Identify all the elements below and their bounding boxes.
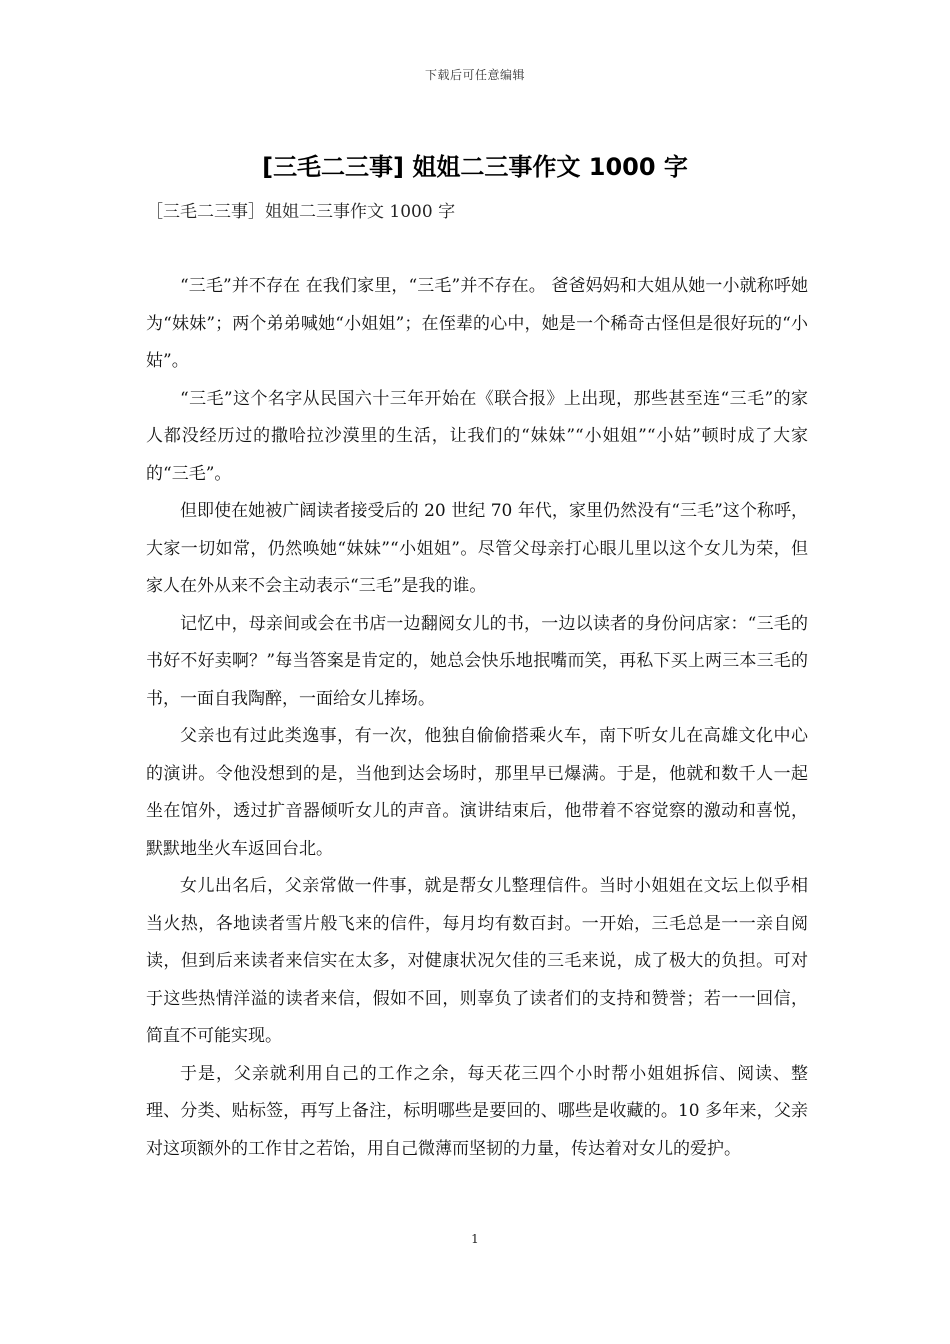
paragraph: 父亲也有过此类逸事，有一次，他独自偷偷搭乘火车，南下听女儿在高雄文化中心的演讲。令他没想到的是，当他到达会场时，那里早已爆满。于是，他就和数千人一起坐在馆外，透过扩音器倾听女儿的声音。演讲结束后，他带着不容觉察的激动和喜悦，默默地坐火车返回台北。	[146, 726, 808, 859]
paragraph: 但即使在她被广阔读者接受后的 20 世纪 70 年代，家里仍然没有“三毛”这个称呼，大家一切如常，仍然唤她“妹妹”“小姐姐”。尽管父母亲打心眼儿里以这个女儿为荣，但家人在外从来不会主动表示“三毛”是我的谁。	[146, 501, 808, 596]
paragraph: “三毛”并不存在 在我们家里，“三毛”并不存在。 爸爸妈妈和大姐从她一小就称呼她为“妹妹”；两个弟弟喊她“小姐姐”；在侄辈的心中，她是一个稀奇古怪但是很好玩的“小姑”。	[146, 276, 808, 371]
article-body	[146, 268, 808, 1168]
header-note: 下载后可任意编辑	[424, 68, 525, 82]
page-number: 1	[471, 1232, 479, 1246]
document-subtitle: ［三毛二三事］姐姐二三事作文 1000 字	[146, 202, 456, 222]
paragraph: 于是，父亲就利用自己的工作之余，每天花三四个小时帮小姐姐拆信、阅读、整理、分类、贴标签，再写上备注，标明哪些是要回的、哪些是收藏的。10 多年来，父亲对这项额外的工作甘之若饴，用自己微薄而坚韧的力量，传达着对女儿的爱护。	[146, 1063, 808, 1159]
document-title: [三毛二三事] 姐姐二三事作文 1000 字	[262, 153, 688, 181]
paragraph: 女儿出名后，父亲常做一件事，就是帮女儿整理信件。当时小姐姐在文坛上似乎相当火热，各地读者雪片般飞来的信件，每月均有数百封。一开始，三毛总是一一亲自阅读，但到后来读者来信实在太多，对健康状况欠佳的三毛来说，成了极大的负担。可对于这些热情洋溢的读者来信，假如不回，则辜负了读者们的支持和赞誉；若一一回信，简直不可能实现。	[146, 876, 808, 1046]
paragraph: “三毛”这个名字从民国六十三年开始在《联合报》上出现，那些甚至连“三毛”的家人都没经历过的撒哈拉沙漠里的生活，让我们的“妹妹”“小姐姐”“小姑”顿时成了大家的“三毛”。	[146, 388, 808, 484]
paragraph: 记忆中，母亲间或会在书店一边翻阅女儿的书，一边以读者的身份问店家：“三毛的书好不好卖啊？”每当答案是肯定的，她总会快乐地抿嘴而笑，再私下买上两三本三毛的书，一面自我陶醉，一面给女儿捧场。	[146, 613, 808, 709]
